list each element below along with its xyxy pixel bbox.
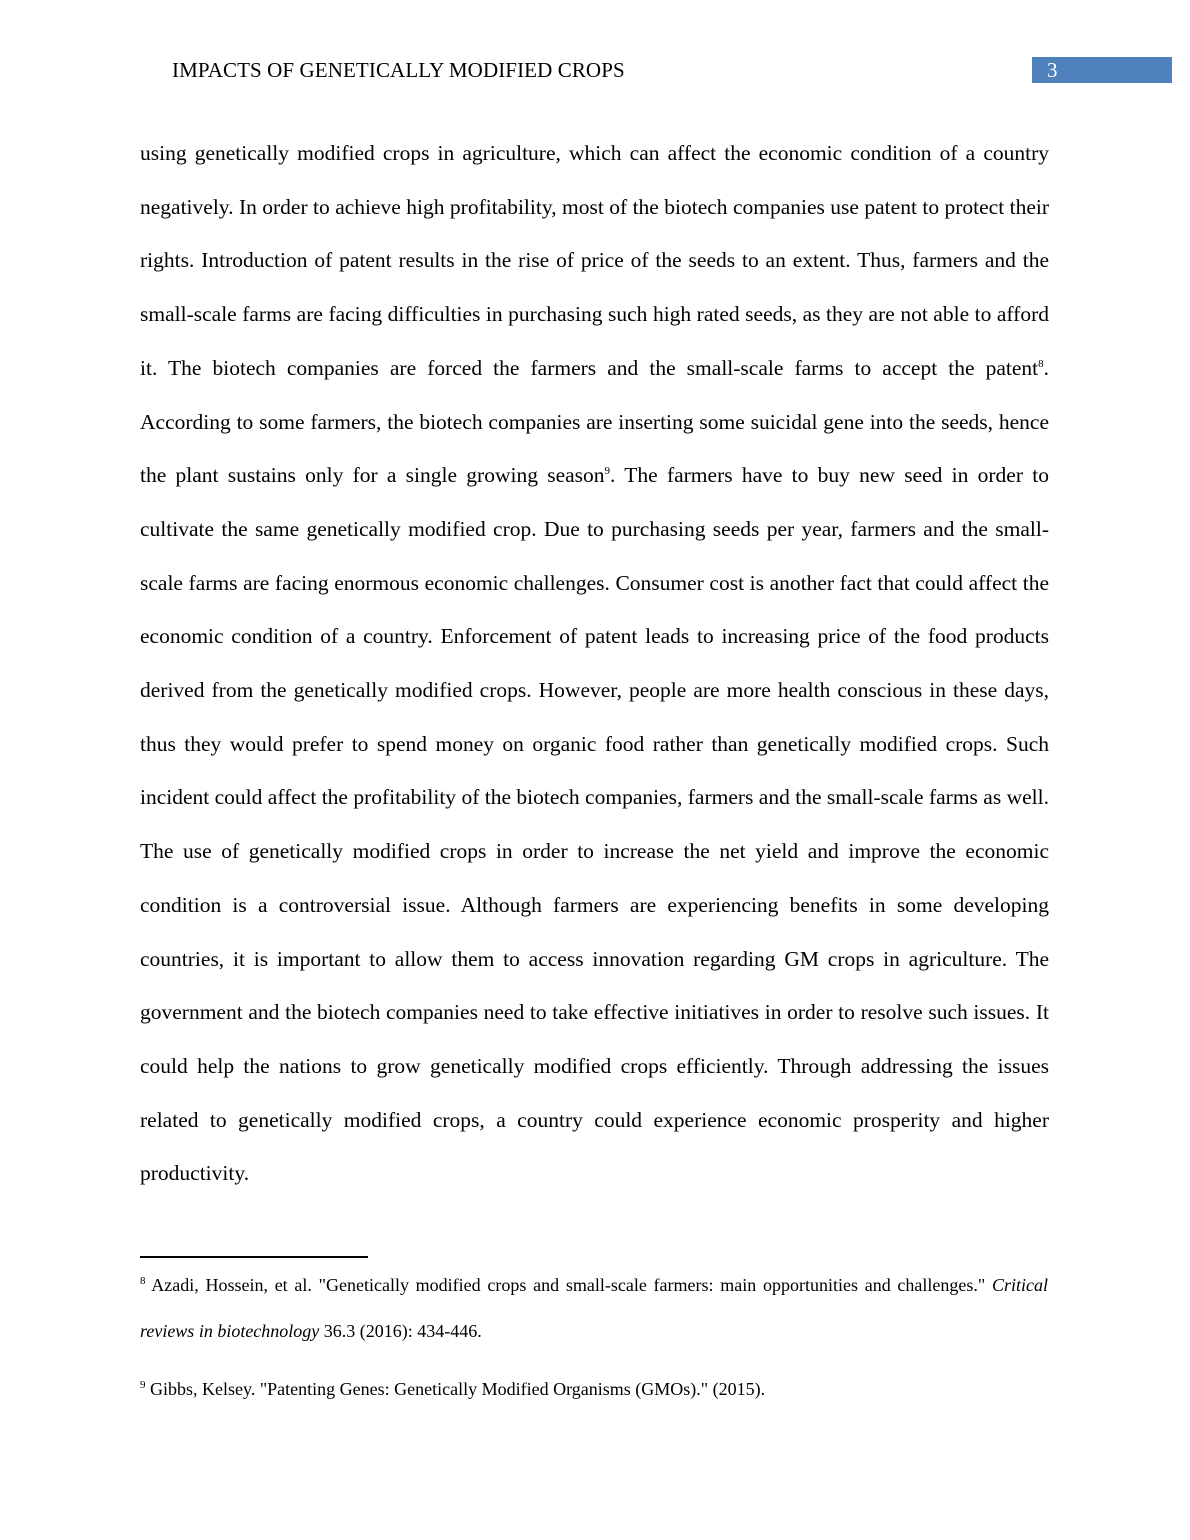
footnote-9 (140, 1377, 1048, 1401)
footnote-ref-8[interactable]: 8 (1038, 357, 1044, 370)
footnote-citation: Azadi, Hossein, et al. "Genetically modified crops and small-scale farmers: main opportunities and challenges." (145, 1275, 992, 1295)
footnote-journal: Critical reviews in biotechnology (140, 1275, 1048, 1341)
footnote-citation: Gibbs, Kelsey. "Patenting Genes: Genetically Modified Organisms (GMOs)." (2015). (145, 1379, 766, 1399)
footnote-separator (140, 1256, 368, 1258)
body-paragraph (140, 127, 1049, 1201)
footnote-citation-end: 36.3 (2016): 434-446. (319, 1321, 482, 1341)
footnote-marker: 8 (140, 1275, 146, 1287)
running-head: IMPACTS OF GENETICALLY MODIFIED CROPS (172, 58, 625, 82)
text-segment-1: using genetically modified crops in agriculture, which can affect the economic condition of a country negatively. In order to achieve high profitability, most of the biotech companies use patent to protect their rights. Introduction of patent results in the rise of price of the seeds to an extent. Thus, farmers and the small-scale farms are facing difficulties in purchasing such high rated seeds, as they are not able to afford it. The biotech companies are forced the farmers and the small-scale farms to accept the patent (140, 141, 1049, 380)
footnote-marker: 9 (140, 1379, 146, 1391)
footnote-ref-9[interactable]: 9 (604, 465, 611, 478)
paragraph-text (140, 127, 1049, 1201)
footnote-8 (140, 1262, 1048, 1354)
page-number: 3 (1032, 57, 1172, 83)
text-segment-3: . The farmers have to buy new seed in order to cultivate the same genetically modified crop. Due to purchasing seeds per year, farmers and the small-scale farms are facing enormous economic challenges. Consumer cost is another fact that could affect the economic condition of a country. Enforcement of patent leads to increasing price of the food products derived from the genetically modified crops. However, people are more health conscious in these days, thus they would prefer to spend money on organic food rather than genetically modified crops. Such incident could affect the profitability of the biotech companies, farmers and the small-scale farms as well. The use of genetically modified crops in order to increase the net yield and improve the economic condition is a controversial issue. Although farmers are experiencing benefits in some developing countries, it is important to allow them to access innovation regarding GM crops in agriculture. The government and the biotech companies need to take effective initiatives in order to resolve such issues. It could help the nations to grow genetically modified crops efficiently. Through addressing the issues related to genetically modified crops, a country could experience economic prosperity and higher productivity. (140, 463, 1049, 1186)
text-segment-2: . According to some farmers, the biotech companies are inserting some suicidal gene into the seeds, hence the plant sustains only for a single growing season (140, 355, 1049, 488)
